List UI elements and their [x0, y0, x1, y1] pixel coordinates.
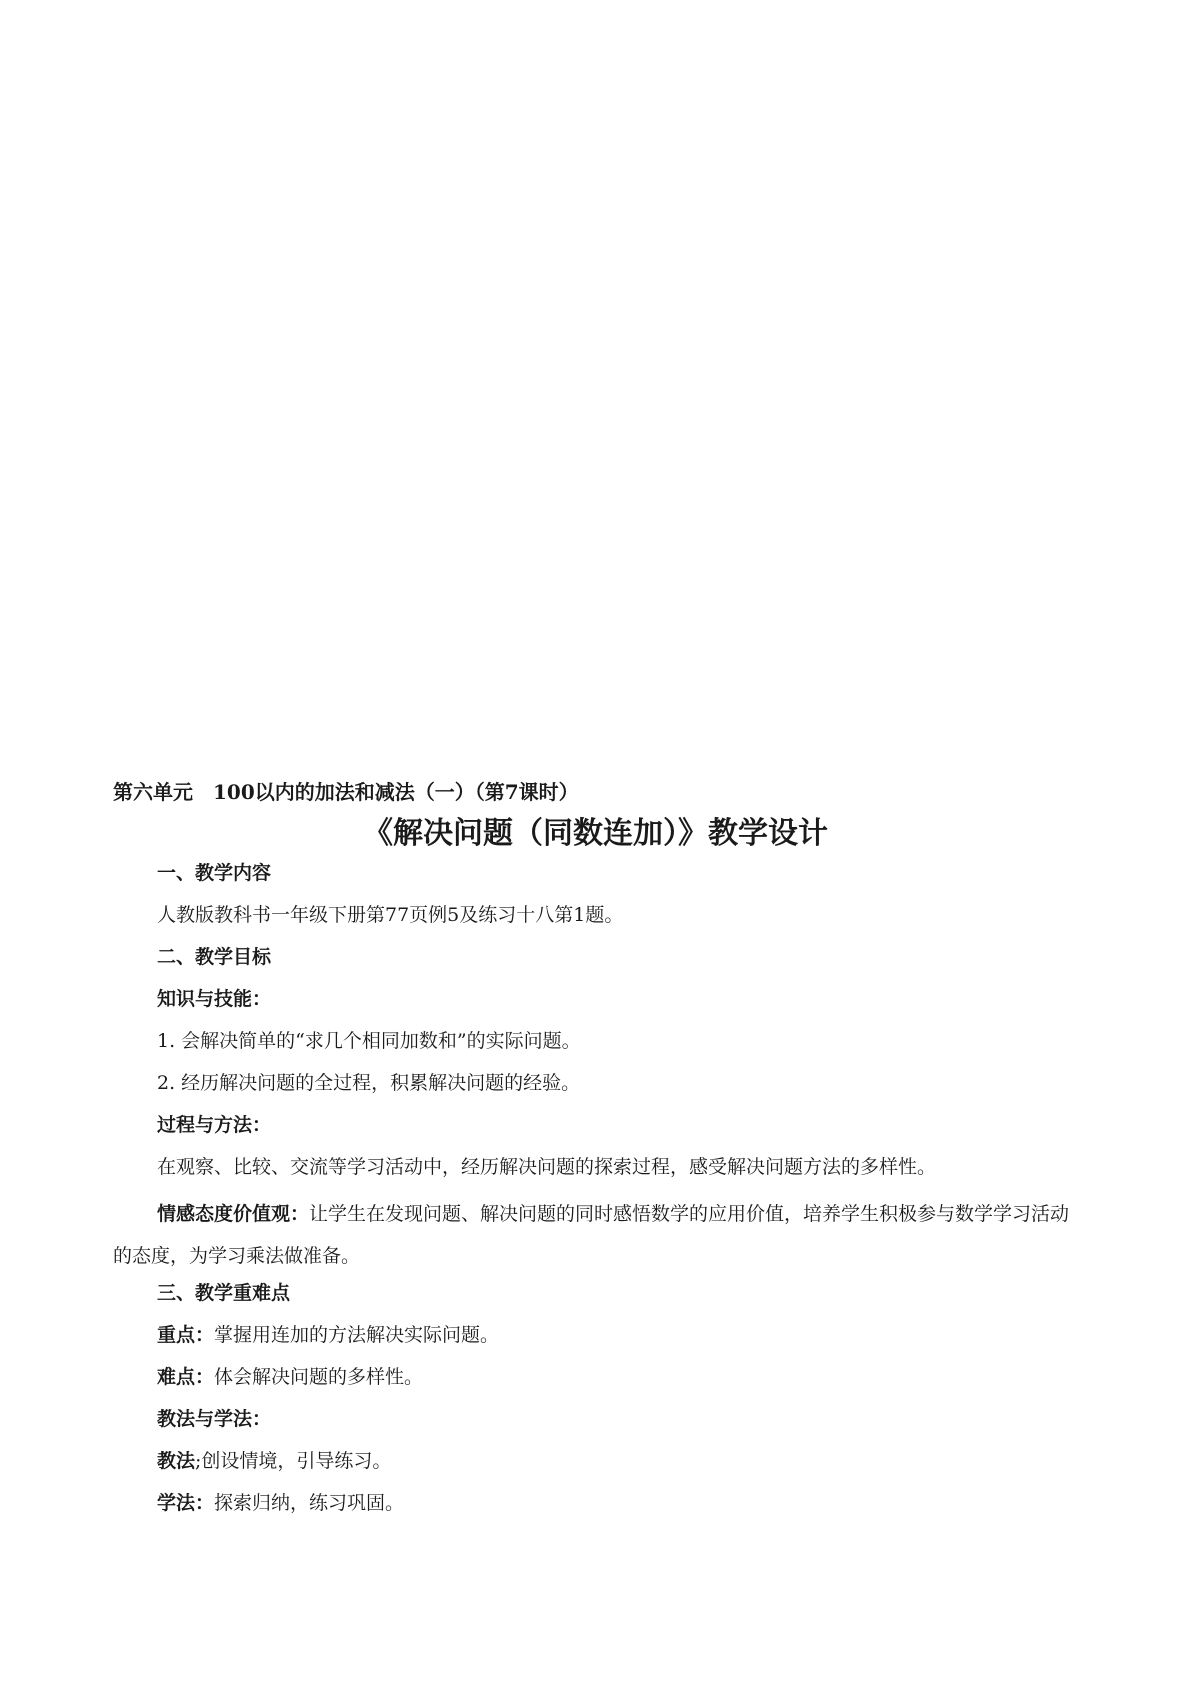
- knowledge-item: 2. 经历解决问题的全过程，积累解决问题的经验。: [157, 1072, 581, 1094]
- knowledge-label: 知识与技能：: [157, 988, 272, 1010]
- learning-label: 学法：: [157, 1492, 215, 1514]
- learning-text: 探索归纳，练习巩固。: [214, 1492, 405, 1514]
- page-title: 《解决问题（同数连加）》教学设计: [363, 816, 828, 851]
- teaching-text: ;创设情境，引导练习。: [195, 1450, 392, 1472]
- difficulty-line: [157, 1362, 423, 1389]
- difficulty-text: 体会解决问题的多样性。: [214, 1366, 424, 1388]
- process-label: 过程与方法：: [157, 1114, 272, 1136]
- difficulty-label: 难点：: [157, 1366, 215, 1388]
- knowledge-item: 1. 会解决简单的“求几个相同加数和”的实际问题。: [157, 1030, 581, 1052]
- teaching-label: 教法: [157, 1450, 196, 1472]
- emotion-text: 让学生在发现问题、解决问题的同时感悟数学的应用价值，培养学生积极参与数学学习活动的态度，为学习乘法做准备。: [113, 1203, 1070, 1267]
- emotion-paragraph: [113, 1193, 1083, 1277]
- process-text: 在观察、比较、交流等学习活动中，经历解决问题的探索过程，感受解决问题方法的多样性。: [157, 1156, 937, 1178]
- key-point-line: [157, 1320, 499, 1347]
- section-heading-content: 一、教学内容: [157, 862, 272, 884]
- content-text: 人教版教科书一年级下册第77页例5及练习十八第1题。: [157, 904, 624, 926]
- teaching-method-line: [157, 1446, 391, 1473]
- key-label: 重点：: [157, 1324, 215, 1346]
- emotion-label: 情感态度价值观：: [157, 1203, 310, 1225]
- methods-label: 教法与学法：: [157, 1408, 272, 1430]
- unit-heading: 第六单元 100以内的加法和减法（一）（第7课时）: [113, 780, 579, 804]
- section-heading-keypoints: 三、教学重难点: [157, 1282, 291, 1304]
- learning-method-line: [157, 1488, 404, 1515]
- section-heading-objectives: 二、教学目标: [157, 946, 272, 968]
- key-text: 掌握用连加的方法解决实际问题。: [214, 1324, 500, 1346]
